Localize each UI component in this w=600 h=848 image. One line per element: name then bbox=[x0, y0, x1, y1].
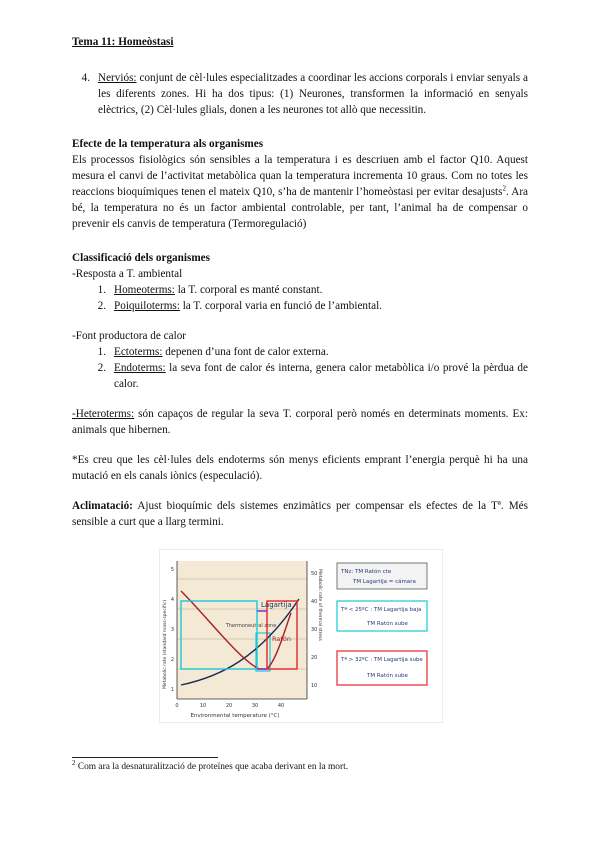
list-item bbox=[88, 344, 528, 360]
list-item-text bbox=[114, 298, 528, 314]
footnote-number: 2 bbox=[72, 758, 76, 767]
svg-text:20: 20 bbox=[225, 703, 233, 709]
list-item-text bbox=[114, 360, 528, 392]
list-number: 1. bbox=[97, 346, 106, 358]
label-lagartija: Lagartija bbox=[261, 601, 292, 609]
legend-box-tnz bbox=[337, 563, 427, 589]
svg-text:2: 2 bbox=[170, 657, 174, 663]
svg-text:10: 10 bbox=[311, 683, 318, 689]
aclimatacio-definition: Ajust bioquímic dels sistemes enzimàtics per compensar els efectes de la Tª. Més sensible a curt que a llarg termini. bbox=[72, 500, 528, 528]
footnote-text: Com ara la desnaturalització de proteïnes que acaba derivant en la mort. bbox=[75, 762, 349, 772]
endoterms-definition: la seva font de calor és interna, genera calor metabòlica i/o prové la pèrdua de calor. bbox=[114, 362, 528, 390]
x-axis-label: Environmental temperature (°C) bbox=[190, 713, 280, 719]
plot-background bbox=[177, 561, 307, 699]
label-raton: Ratón bbox=[272, 635, 292, 643]
section-heading-temperature: Efecte de la temperatura als organismes bbox=[72, 138, 264, 150]
figure-svg bbox=[159, 549, 443, 723]
legend-tnz-line2: TM Lagartija = cámara bbox=[353, 579, 416, 585]
poiquiloterms-definition: la T. corporal varia en funció de l’ambiental. bbox=[179, 300, 383, 312]
font-label: -Font productora de calor bbox=[72, 330, 187, 342]
homeoterms-definition: la T. corporal es manté constant. bbox=[174, 284, 323, 296]
list-number: 1. bbox=[97, 284, 106, 296]
term-nervios: Nerviós: bbox=[98, 72, 137, 84]
nervios-definition: conjunt de cèl·lules especialitzades a coordinar les accions corporals i enviar senyals a les diferents zones. Hi ha dos tipus: (1) Neurones, transformen la informació en senyals elèctrics, (2) Cèl·lules glials, donen a les neurones tot allò que necessitin. bbox=[98, 72, 528, 116]
legend-tnz-line1: TNz: TM Ratón cte bbox=[341, 569, 392, 575]
temperature-paragraph bbox=[72, 152, 528, 232]
list-item bbox=[88, 282, 528, 298]
svg-text:40: 40 bbox=[311, 599, 318, 605]
label-thermoneutral: Thermoneutral zone bbox=[225, 623, 277, 629]
term-heteroterms: Heteroterms: bbox=[75, 408, 135, 420]
svg-text:0: 0 bbox=[175, 703, 179, 709]
page-title: Tema 11: Homeòstasi bbox=[72, 36, 174, 48]
hetero-prefix: - bbox=[72, 408, 76, 420]
term-poiquiloterms: Poiquiloterms: bbox=[114, 300, 180, 312]
resp-list bbox=[72, 282, 528, 314]
list-item-text bbox=[114, 344, 528, 360]
metabolic-rate-figure bbox=[159, 549, 443, 723]
list-item-text bbox=[114, 282, 528, 298]
left-axis-label: Metabolic rate (standard mass-specific) bbox=[163, 599, 168, 689]
list-number: 4. bbox=[81, 72, 90, 84]
svg-text:10: 10 bbox=[199, 703, 207, 709]
resp-label: -Resposta a T. ambiental bbox=[72, 268, 183, 280]
nervios-list bbox=[72, 70, 528, 118]
list-item bbox=[88, 360, 528, 392]
list-item-nervios bbox=[72, 70, 528, 118]
list-number: 2. bbox=[97, 362, 106, 374]
right-axis-label: Metabolic rate of thermal stress bbox=[317, 569, 322, 641]
term-homeoterms: Homeoterms: bbox=[114, 284, 175, 296]
section-heading-classification: Classificació dels organismes bbox=[72, 252, 210, 264]
svg-text:4: 4 bbox=[170, 597, 174, 603]
list-item-text bbox=[98, 70, 528, 118]
svg-text:1: 1 bbox=[170, 687, 174, 693]
footnote-separator bbox=[72, 757, 218, 758]
list-item bbox=[88, 298, 528, 314]
svg-text:30: 30 bbox=[251, 703, 259, 709]
term-endoterms: Endoterms: bbox=[114, 362, 166, 374]
footnote bbox=[72, 758, 349, 774]
aclimatacio-paragraph bbox=[72, 498, 528, 530]
footnote-ref[interactable]: 2 bbox=[502, 184, 507, 193]
legend-cold-line1: Tª < 25ºC : TM Lagartija baja bbox=[341, 607, 422, 613]
font-list bbox=[72, 344, 528, 392]
svg-text:30: 30 bbox=[311, 627, 318, 633]
ectoterms-definition: depenen d’una font de calor externa. bbox=[162, 346, 329, 358]
legend-hot-line1: Tª > 32ºC : TM Lagartija sube bbox=[341, 657, 423, 663]
endoterms-note: *Es creu que les cèl·lules dels endoterms són menys eficients emprant l’energia perquè hi ha una mutació en els canals iònics (especulació). bbox=[72, 454, 528, 482]
list-number: 2. bbox=[97, 300, 106, 312]
svg-text:50: 50 bbox=[311, 571, 318, 577]
heteroterms-paragraph bbox=[72, 406, 528, 438]
heteroterms-definition: són capaços de regular la seva T. corporal però només en determinats moments. Ex: animals que hibernen. bbox=[72, 408, 528, 436]
term-aclimatacio: Aclimatació: bbox=[72, 500, 133, 512]
svg-text:3: 3 bbox=[170, 627, 174, 633]
legend-hot-line2: TM Ratón sube bbox=[367, 673, 408, 679]
temp-text-1: Els processos fisiològics són sensibles a la temperatura i es descriuen amb el factor Q10. Aquest mesura el canvi de l’activitat metabòlica quan la temperatura incrementa 10 graus. Com no totes les reaccions bioquímiques tenen el mateix Q10, s’ha de mantenir l’homeòstasi per evitar desajusts bbox=[72, 154, 528, 198]
legend-cold-line2: TM Ratón sube bbox=[367, 621, 408, 627]
term-ectoterms: Ectoterms: bbox=[114, 346, 163, 358]
svg-text:5: 5 bbox=[170, 567, 174, 573]
temp-text-2: . Ara bé, la temperatura no és un factor ambiental controlable, per tant, l’animal ha de compensar o prevenir els canvis de temperatura (Termoregulació) bbox=[72, 186, 529, 230]
svg-text:40: 40 bbox=[277, 703, 285, 709]
document-page bbox=[72, 34, 528, 530]
svg-text:20: 20 bbox=[311, 655, 318, 661]
